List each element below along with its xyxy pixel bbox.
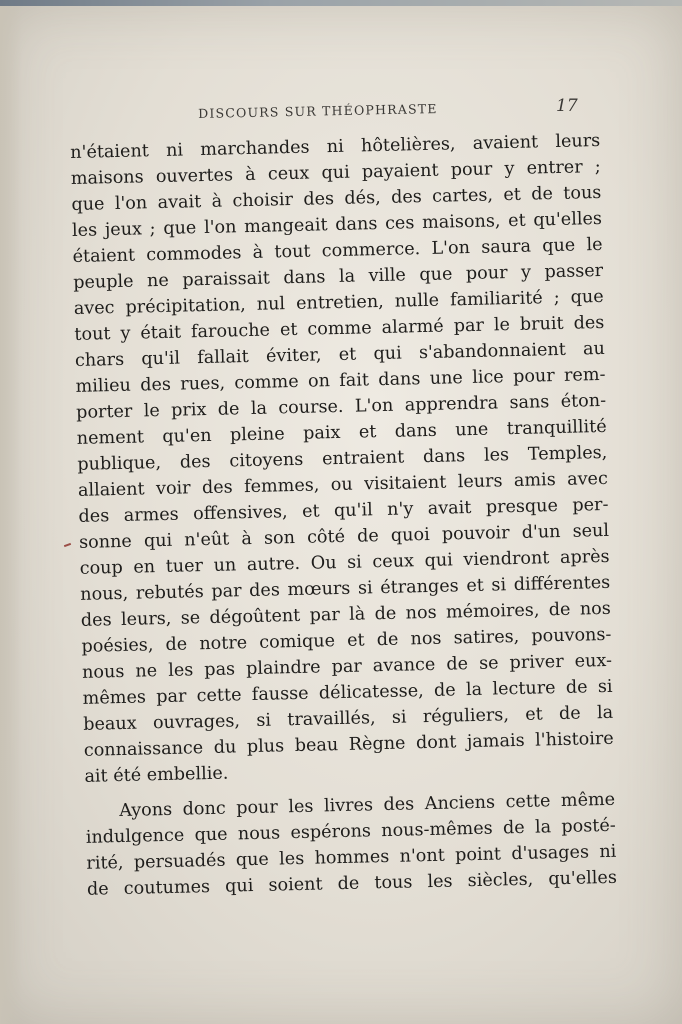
text-line: nement qu'en pleine paix et dans une tranquillité: [76, 416, 607, 449]
text-line: milieu des rues, comme on fait dans une lice pour rem-: [75, 364, 606, 397]
text-line: que l'on avait à choisir des dés, des cartes, et de tous: [71, 182, 602, 215]
text-line: n'étaient ni marchandes ni hôtelières, avaient leurs: [70, 130, 601, 163]
text-line: coup en tuer un autre. Ou si ceux qui viendront après: [79, 546, 610, 579]
text-line: nous ne les pas plaindre par avance de se priver eux-: [81, 650, 613, 683]
running-title: DISCOURS SUR THÉOPHRASTE: [198, 100, 438, 121]
text-line: chars qu'il fallait éviter, et qui s'abandonnaient au: [74, 338, 606, 371]
page-number: 17: [556, 96, 578, 116]
text-line: de coutumes qui soient de tous les siècles, qu'elles: [86, 867, 618, 900]
text-line: des leurs, se dégoûtent par là de nos mémoires, de nos: [80, 598, 612, 631]
text-line: indulgence que nous espérons nous-mêmes de la posté-: [85, 815, 616, 848]
page-edge-shadow: [0, 6, 22, 1024]
text-line: nous, rebutés par des mœurs si étranges et si différentes: [80, 572, 611, 605]
text-line: rité, persuadés que les hommes n'ont point d'usages ni: [86, 841, 617, 874]
text-line: des armes offensives, et qu'il n'y avait presque per-: [78, 494, 609, 527]
text-line: sonne qui n'eût à son côté de quoi pouvoir d'un seul: [78, 520, 610, 553]
text-line: étaient commodes à tout commerce. L'on saura que le: [72, 234, 603, 267]
text-line: connaissance du plus beau Règne dont jamais l'histoire: [83, 728, 614, 761]
text-line: mêmes par cette fausse délicatesse, de la lecture de si: [82, 676, 613, 709]
text-line: peuple ne paraissait dans la ville que pour y passer: [73, 260, 604, 293]
text-line: Ayons donc pour les livres des Anciens cette même: [119, 789, 616, 822]
text-line: allaient voir des femmes, ou visitaient leurs amis avec: [77, 468, 609, 501]
text-line: poésies, de notre comique et de nos satires, pouvons-: [81, 624, 612, 657]
text-line: maisons ouvertes à ceux qui payaient pour y entrer ;: [70, 156, 601, 189]
text-line: tout y était farouche et comme alarmé par le bruit des: [74, 312, 605, 345]
text-line: porter le prix de la course. L'on apprendra sans éton-: [75, 390, 607, 423]
page-text: [70, 128, 617, 903]
text-line: les jeux ; que l'on mangeait dans ces maisons, et qu'elles: [71, 208, 603, 241]
text-line: ait été embellie.: [84, 763, 229, 787]
text-line: avec précipitation, nul entretien, nulle familiarité ; que: [73, 286, 604, 319]
text-line: beaux ouvrages, si travaillés, si réguliers, et de la: [83, 702, 614, 735]
text-line: publique, des citoyens entraient dans les Temples,: [77, 442, 608, 475]
